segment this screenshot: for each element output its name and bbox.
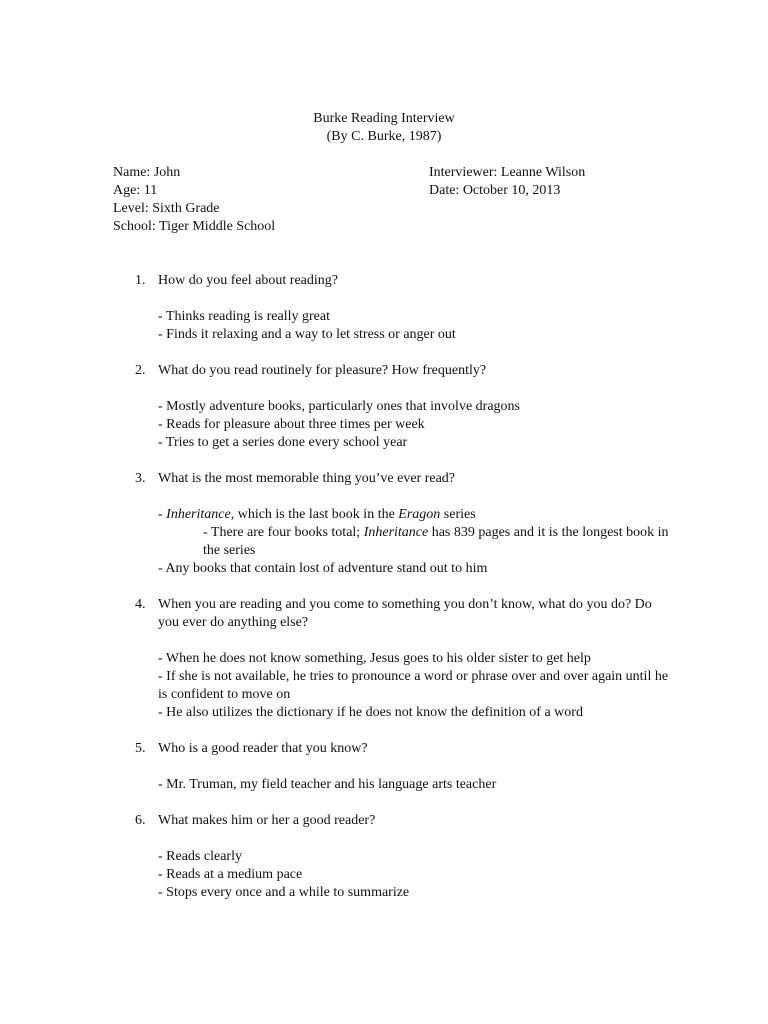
question-item — [113, 272, 673, 344]
document-subtitle: (By C. Burke, 1987) — [326, 129, 442, 144]
student-name: Name: John — [113, 165, 181, 180]
answer-line: - Reads clearly — [158, 849, 242, 864]
answer-subline — [158, 524, 673, 560]
answer-text: series — [440, 507, 476, 522]
question-item — [113, 740, 673, 794]
answer-line: - Thinks reading is really great — [158, 309, 330, 324]
document-header — [0, 110, 768, 146]
question-text: Who is a good reader that you know? — [158, 741, 368, 756]
answer-text: - There are four books total; — [203, 525, 364, 540]
answer-text: has 839 pages and it is the longest book in the series — [203, 525, 669, 558]
answer-list — [113, 506, 673, 578]
question-text: What is the most memorable thing you’ve ever read? — [158, 471, 456, 486]
answer-list — [113, 776, 673, 794]
answer-dash: - — [158, 507, 167, 522]
series-title: Eragon — [398, 507, 441, 522]
question-number: 2. — [135, 363, 146, 378]
question-text: What do you read routinely for pleasure? How frequently? — [158, 363, 487, 378]
question-text: What makes him or her a good reader? — [158, 813, 376, 828]
question-number: 3. — [135, 471, 146, 486]
answer-line — [158, 506, 673, 524]
answer-line: - Mostly adventure books, particularly ones that involve dragons — [158, 399, 520, 414]
answer-line: - Tries to get a series done every school year — [158, 435, 408, 450]
question-list — [113, 272, 673, 920]
student-info — [113, 164, 275, 236]
question-item — [113, 812, 673, 902]
answer-line: - Reads at a medium pace — [158, 867, 303, 882]
question-item — [113, 470, 673, 578]
answer-line: - He also utilizes the dictionary if he does not know the definition of a word — [158, 705, 583, 720]
question-text: How do you feel about reading? — [158, 273, 338, 288]
answer-line: - When he does not know something, Jesus goes to his older sister to get help — [158, 651, 591, 666]
answer-list — [113, 650, 673, 722]
answer-list — [113, 848, 673, 902]
interview-info — [429, 164, 585, 200]
answer-list — [113, 308, 673, 344]
question-number: 5. — [135, 741, 146, 756]
document-title: Burke Reading Interview — [313, 111, 455, 126]
answer-line: - Mr. Truman, my field teacher and his language arts teacher — [158, 777, 497, 792]
question-text: When you are reading and you come to something you don’t know, what do you do? Do you ever do anything else? — [158, 597, 652, 630]
question-item — [113, 362, 673, 452]
question-number: 6. — [135, 813, 146, 828]
student-school: School: Tiger Middle School — [113, 219, 276, 234]
question-number: 1. — [135, 273, 146, 288]
book-title: Inheritance — [166, 507, 231, 522]
student-age: Age: 11 — [113, 183, 158, 198]
book-title: Inheritance — [363, 525, 429, 540]
answer-line: - Stops every once and a while to summarize — [158, 885, 410, 900]
answer-text: , which is the last book in the — [230, 507, 399, 522]
question-number: 4. — [135, 597, 146, 612]
interview-date: Date: October 10, 2013 — [429, 183, 561, 198]
answer-line: - Any books that contain lost of adventure stand out to him — [158, 561, 488, 576]
answer-line: - Reads for pleasure about three times per week — [158, 417, 425, 432]
answer-line: - If she is not available, he tries to pronounce a word or phrase over and over again until he is confident to move on — [158, 669, 669, 702]
student-level: Level: Sixth Grade — [113, 201, 220, 216]
answer-list — [113, 398, 673, 452]
answer-line: - Finds it relaxing and a way to let stress or anger out — [158, 327, 456, 342]
question-item — [113, 596, 673, 722]
interviewer-name: Interviewer: Leanne Wilson — [429, 165, 586, 180]
